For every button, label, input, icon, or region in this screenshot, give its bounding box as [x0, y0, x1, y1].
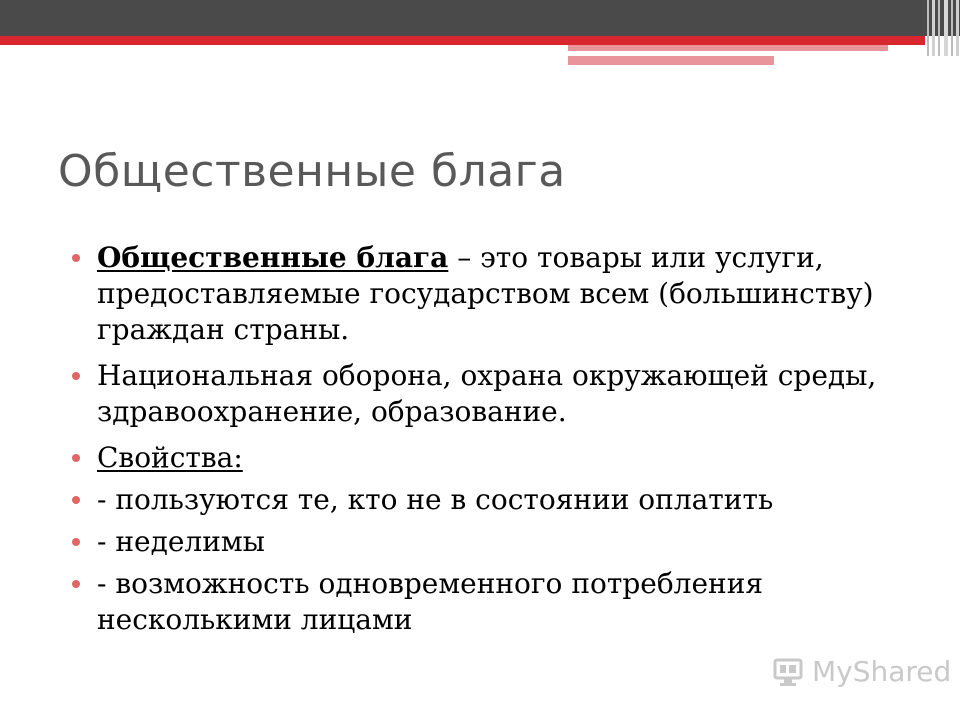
list-item — [70, 524, 930, 560]
list-item — [70, 566, 930, 638]
list-item-text: - пользуются те, кто не в состоянии оплатить — [97, 483, 774, 516]
properties-heading: Свойства: — [97, 441, 243, 474]
decorative-stripe — [938, 0, 940, 56]
bullet-dot-icon — [72, 454, 80, 462]
bullet-dot-icon — [72, 372, 80, 380]
watermark-text: MyShared — [812, 655, 952, 688]
decorative-stripe — [944, 0, 948, 56]
bullet-list — [70, 240, 930, 648]
list-item-text: Национальная оборона, охрана окружающей среды, здравоохранение, образование. — [97, 359, 877, 428]
definition-text: – это товары или услуги, предоставляемые государством всем (большинству) граждан страны. — [97, 241, 874, 346]
list-item — [70, 440, 930, 476]
decorative-stripe — [956, 0, 959, 56]
bullet-dot-icon — [72, 254, 80, 262]
decorative-stripe — [927, 0, 929, 56]
decorative-pink-line-lower — [568, 56, 774, 65]
decorative-stripe — [951, 0, 953, 56]
top-red-line — [0, 36, 925, 45]
bullet-dot-icon — [72, 538, 80, 546]
decorative-stripe — [932, 0, 935, 56]
definition-term: Общественные блага — [97, 241, 449, 274]
bullet-dot-icon — [72, 496, 80, 504]
monitor-icon — [772, 657, 806, 687]
bullet-dot-icon — [72, 580, 80, 588]
watermark — [772, 655, 951, 688]
list-item — [70, 482, 930, 518]
list-item — [70, 240, 930, 348]
list-item-text: - неделимы — [97, 525, 265, 558]
list-item — [70, 358, 930, 430]
decorative-pink-line — [568, 45, 888, 51]
slide-title: Общественные блага — [58, 146, 566, 197]
top-dark-bar — [0, 0, 960, 36]
list-item-text: - возможность одновременного потребления несколькими лицами — [97, 567, 764, 636]
